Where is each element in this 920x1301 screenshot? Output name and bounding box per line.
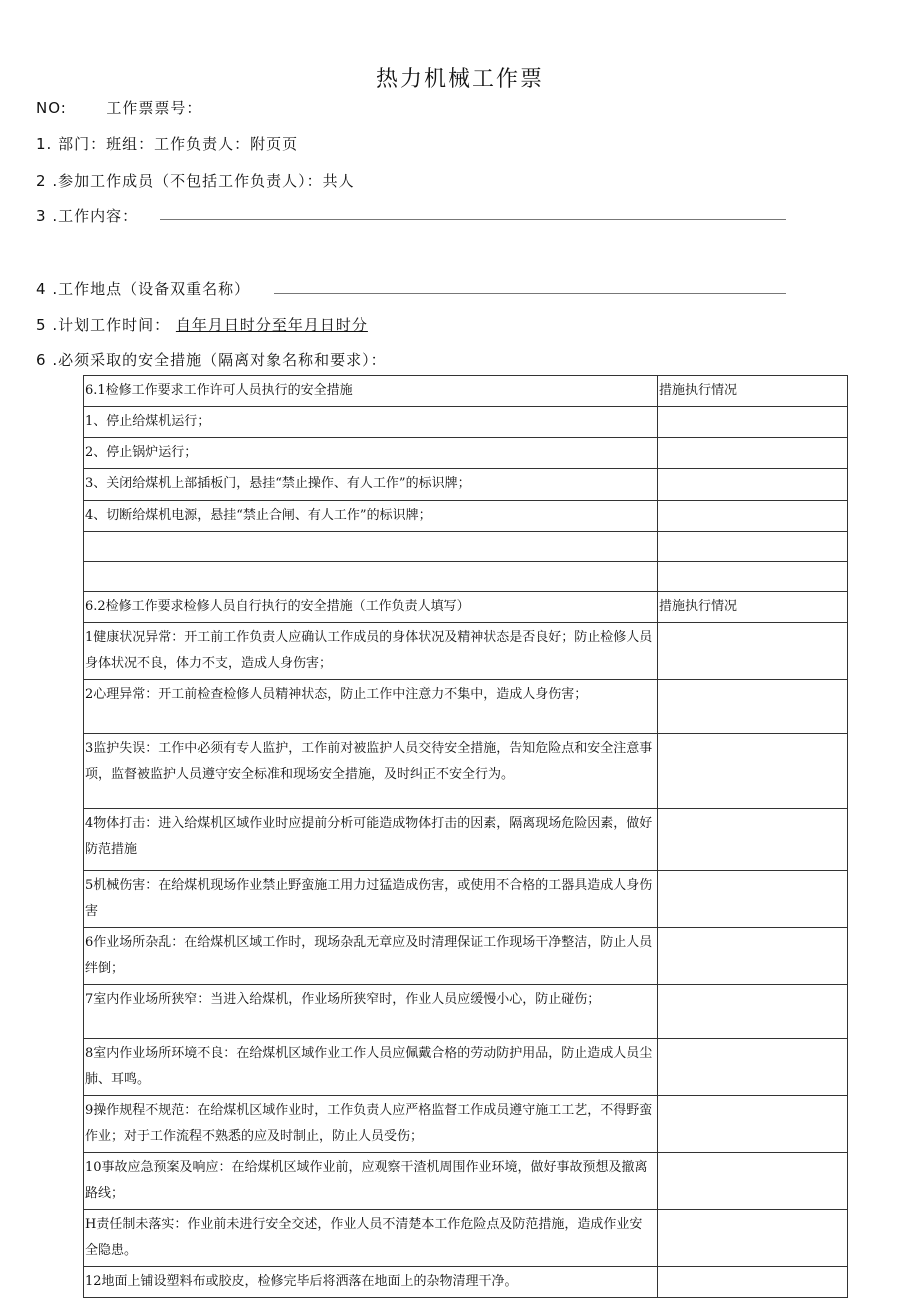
table-row: [84, 1153, 848, 1210]
table-row: [84, 1267, 848, 1298]
field-line-2: [36, 170, 355, 191]
ticket-number-line: [36, 97, 202, 118]
field-line-1: [36, 133, 298, 154]
status-cell[interactable]: [658, 1039, 848, 1096]
members-text: .参加工作成员（不包括工作负责人）：共人: [52, 172, 355, 190]
safety-measures-table: [83, 375, 848, 1298]
status-cell[interactable]: [658, 1267, 848, 1298]
status-cell[interactable]: [658, 928, 848, 985]
measure-text[interactable]: [84, 562, 658, 592]
measure-text: 3监护失误：工作中必须有专人监护，工作前对被监护人员交待安全措施，告知危险点和安全注意事项，监督被监护人员遵守安全标准和现场安全措施，及时纠正不安全行为。: [84, 734, 658, 809]
status-cell[interactable]: [658, 1153, 848, 1210]
work-content-label: .工作内容：: [52, 207, 139, 225]
table-row: [84, 501, 848, 532]
status-cell[interactable]: [658, 1096, 848, 1153]
planned-time-value[interactable]: 自年月日时分至年月日时分: [175, 316, 368, 334]
table-row: [84, 809, 848, 871]
safety-measures-label: .必须采取的安全措施（隔离对象名称和要求）：: [52, 351, 387, 369]
status-cell[interactable]: [658, 1210, 848, 1267]
section1-status-header: 措施执行情况: [658, 376, 848, 407]
measure-text: 9操作规程不规范：在给煤机区域作业时，工作负责人应严格监督工作成员遵守施工工艺，不得野蛮作业；对于工作流程不熟悉的应及时制止，防止人员受伤；: [84, 1096, 658, 1153]
status-cell[interactable]: [658, 871, 848, 928]
measure-text: 4物体打击：进入给煤机区域作业时应提前分析可能造成物体打击的因素，隔离现场危险因素，做好防范措施: [84, 809, 658, 871]
item-number-2: 2: [36, 172, 47, 190]
item-number-6: 6: [36, 351, 47, 369]
measure-text: 7室内作业场所狭窄：当进入给煤机，作业场所狭窄时，作业人员应缓慢小心，防止碰伤；: [84, 985, 658, 1039]
table-row: [84, 928, 848, 985]
item-number-5: 5: [36, 316, 47, 334]
measure-text: 2心理异常：开工前检查检修人员精神状态，防止工作中注意力不集中，造成人身伤害；: [84, 680, 658, 734]
work-location-label: .工作地点（设备双重名称）: [52, 280, 251, 298]
document-title: 热力机械工作票: [375, 67, 544, 92]
field-line-5: [36, 314, 368, 335]
section1-header-row: [84, 376, 848, 407]
table-row: [84, 985, 848, 1039]
department-team-leader-text: 1. 部门：班组：工作负责人：附页页: [36, 135, 299, 153]
measure-text: 6作业场所杂乱：在给煤机区域工作时，现场杂乱无章应及时清理保证工作现场干净整洁，防止人员绊倒；: [84, 928, 658, 985]
status-cell[interactable]: [658, 501, 848, 532]
work-content-blank[interactable]: [160, 219, 786, 220]
status-cell[interactable]: [658, 407, 848, 438]
section2-header: 6.2检修工作要求检修人员自行执行的安全措施（工作负责人填写）: [84, 592, 658, 623]
table-row: [84, 438, 848, 469]
table-row: [84, 562, 848, 592]
measure-text: 1、停止给煤机运行；: [84, 407, 658, 438]
measure-text: 2、停止锅炉运行；: [84, 438, 658, 469]
status-cell[interactable]: [658, 985, 848, 1039]
measure-text: H责任制未落实：作业前未进行安全交述，作业人员不清楚本工作危险点及防范措施，造成作业安全隐患。: [84, 1210, 658, 1267]
measure-text: 10事故应急预案及响应：在给煤机区域作业前，应观察干渣机周围作业环境，做好事故预想及撤离路线；: [84, 1153, 658, 1210]
section2-status-header: 措施执行情况: [658, 592, 848, 623]
status-cell[interactable]: [658, 809, 848, 871]
measure-text: 4、切断给煤机电源，悬挂“禁止合闸、有人工作”的标识牌；: [84, 501, 658, 532]
measure-text: 8室内作业场所环境不良：在给煤机区域作业工作人员应佩戴合格的劳动防护用品，防止造成人员尘肺、耳鸣。: [84, 1039, 658, 1096]
table-row: [84, 1039, 848, 1096]
table-row: [84, 407, 848, 438]
measure-text: 3、关闭给煤机上部插板门，悬挂“禁止操作、有人工作”的标识牌；: [84, 469, 658, 501]
table-row: [84, 623, 848, 680]
status-cell[interactable]: [658, 469, 848, 501]
status-cell[interactable]: [658, 734, 848, 809]
ticket-no-label: 工作票票号：: [106, 99, 203, 117]
table-row: [84, 1096, 848, 1153]
measure-text: 1健康状况异常：开工前工作负责人应确认工作成员的身体状况及精神状态是否良好；防止检修人员身体状况不良，体力不支，造成人身伤害；: [84, 623, 658, 680]
work-location-blank[interactable]: [274, 293, 786, 294]
table-row: [84, 469, 848, 501]
table-row: [84, 734, 848, 809]
table-row: [84, 871, 848, 928]
measure-text: 5机械伤害：在给煤机现场作业禁止野蛮施工用力过猛造成伤害，或使用不合格的工器具造成人身伤害: [84, 871, 658, 928]
field-line-4: [36, 278, 250, 299]
field-line-3: [36, 205, 138, 226]
section2-header-row: [84, 592, 848, 623]
planned-time-label: .计划工作时间：: [52, 316, 171, 334]
table-row: [84, 680, 848, 734]
measure-text[interactable]: [84, 532, 658, 562]
field-line-6: [36, 349, 387, 370]
item-number-4: 4: [36, 280, 47, 298]
status-cell[interactable]: [658, 623, 848, 680]
table-row: [84, 1210, 848, 1267]
status-cell[interactable]: [658, 680, 848, 734]
section1-header: 6.1检修工作要求工作许可人员执行的安全措施: [84, 376, 658, 407]
measure-text: 12地面上铺设塑料布或胶皮，检修完毕后将洒落在地面上的杂物清理干净。: [84, 1267, 658, 1298]
item-number-3: 3: [36, 207, 47, 225]
no-label: NO:: [36, 99, 67, 117]
status-cell[interactable]: [658, 438, 848, 469]
table-row: [84, 532, 848, 562]
status-cell[interactable]: [658, 532, 848, 562]
status-cell[interactable]: [658, 562, 848, 592]
